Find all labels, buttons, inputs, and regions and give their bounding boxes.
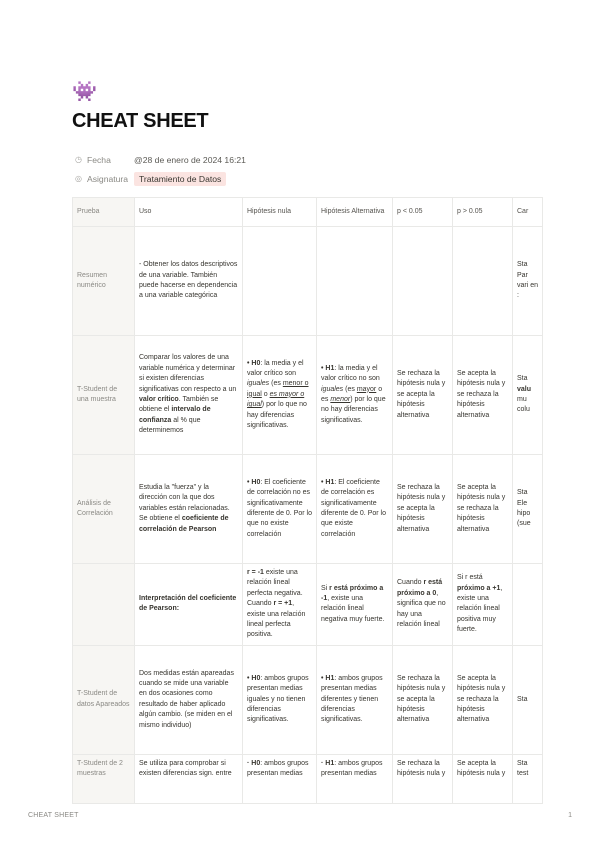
cell-h0: r = -1 existe una relación lineal perfecta negativa. Cuando r = +1, existe una relación lineal perfecta positiva. [243,564,317,646]
table-row [73,645,543,754]
cell-p-menor: Se rechaza la hipótesis nula y se acepta la hipótesis alternativa [393,455,453,564]
cell-uso: Comparar los valores de una variable numérica y determinar si existen diferencias significativas con respecto a un valor crítico. También se obtiene el intervalo de confianza al % que determinemos [135,336,243,455]
header-p-menor: p < 0.05 [393,198,453,227]
tag-asignatura[interactable]: Tratamiento de Datos [134,172,226,186]
header-prueba: Prueba [73,198,135,227]
footer-page-number: 1 [568,812,572,819]
header-car: Car [513,198,543,227]
cell-h1: • H1: El coeficiente de correlación es significativamente diferente de 0. Por lo que existe correlación [317,455,393,564]
table-row [73,754,543,803]
cell-extra [513,564,543,646]
cell-extra: Sta Ele hipo (sue [513,455,543,564]
cell-prueba: T-Student de datos Apareados [73,645,135,754]
cell-prueba: Resumen numérico [73,227,135,336]
cheat-sheet-table [72,197,539,778]
table-header-row [73,198,543,227]
cell-extra: Sta [513,645,543,754]
properties [72,150,246,188]
cell-p-menor: Se rechaza la hipótesis nula y [393,754,453,803]
cell-extra: Sta valu mu colu [513,336,543,455]
clock-icon: ◷ [75,155,82,164]
select-icon: ◎ [75,174,82,183]
cell-h1: · H1: ambos grupos presentan medias [317,754,393,803]
cell-extra: Sta Par vari en : [513,227,543,336]
cell-h0: • H0: El coeficiente de correlación no es significativamente diferente de 0. Por lo que no existe correlación [243,455,317,564]
cell-uso: Interpretación del coeficiente de Pearson: [135,564,243,646]
cell-p-mayor: Si r está próximo a +1, existe una relación lineal positiva muy fuerte. [453,564,513,646]
page-icon: 👾 [72,81,97,103]
cell-extra: Sta test [513,754,543,803]
table-row [73,336,543,455]
cell-p-menor [393,227,453,336]
cell-h1: Si r está próximo a -1, existe una relación lineal negativa muy fuerte. [317,564,393,646]
cell-p-mayor: Se acepta la hipótesis nula y se rechaza la hipótesis alternativa [453,645,513,754]
cell-p-mayor: Se acepta la hipótesis nula y se rechaza la hipótesis alternativa [453,336,513,455]
cell-prueba: Análisis de Correlación [73,455,135,564]
table-row [73,227,543,336]
cell-uso: Dos medidas están apareadas cuando se mide una variable en dos ocasiones como resultado de haber aplicado algún cambio. (se miden en el mismo individuo) [135,645,243,754]
header-hipotesis-alternativa: Hipótesis Alternativa [317,198,393,227]
property-name: ◎ Asignatura [75,173,129,184]
header-hipotesis-nula: Hipótesis nula [243,198,317,227]
cell-h1 [317,227,393,336]
property-asignatura [72,169,246,188]
cell-p-menor: Se rechaza la hipótesis nula y se acepta la hipótesis alternativa [393,336,453,455]
property-fecha [72,150,246,169]
property-value-fecha[interactable]: @28 de enero de 2024 16:21 [134,154,246,165]
property-name: ◷ Fecha [75,154,111,165]
cell-h0: • H0: ambos grupos presentan medias iguales y no tienen diferencias significativas. [243,645,317,754]
page-title: CHEAT SHEET [72,110,209,132]
property-value-asignatura[interactable] [134,174,226,184]
table-row [73,455,543,564]
cell-p-mayor: Se acepta la hipótesis nula y [453,754,513,803]
header-uso: Uso [135,198,243,227]
cell-p-mayor: Se acepta la hipótesis nula y se rechaza la hipótesis alternativa [453,455,513,564]
cell-prueba [73,564,135,646]
cell-p-menor: Cuando r está próximo a 0, significa que no hay una relación lineal [393,564,453,646]
cell-h1: • H1: la media y el valor crítico no son iguales (es mayor o es menor) por lo que no hay diferencias significativas. [317,336,393,455]
cell-h0: · H0: ambos grupos presentan medias [243,754,317,803]
cell-prueba: T-Student de 2 muestras [73,754,135,803]
cell-h0: • H0: la media y el valor crítico son iguales (es menor o igual o es mayor o igual) por lo que no hay diferencias significativas. [243,336,317,455]
cell-uso: Estudia la "fuerza" y la dirección con la que dos variables están relacionadas. Se obtiene el coeficiente de correlación de Pearson [135,455,243,564]
cell-p-menor: Se rechaza la hipótesis nula y se acepta la hipótesis alternativa [393,645,453,754]
cell-uso: - Obtener los datos descriptivos de una variable. También puede hacerse en dependencia a una variable categórica [135,227,243,336]
footer-title: CHEAT SHEET [28,812,79,819]
table-row [73,564,543,646]
cell-h1: • H1: ambos grupos presentan medias diferentes y tienen diferencias significativas. [317,645,393,754]
cell-prueba: T-Student de una muestra [73,336,135,455]
cell-uso: Se utiliza para comprobar si existen diferencias sign. entre [135,754,243,803]
header-p-mayor: p > 0.05 [453,198,513,227]
cell-p-mayor [453,227,513,336]
cell-h0 [243,227,317,336]
